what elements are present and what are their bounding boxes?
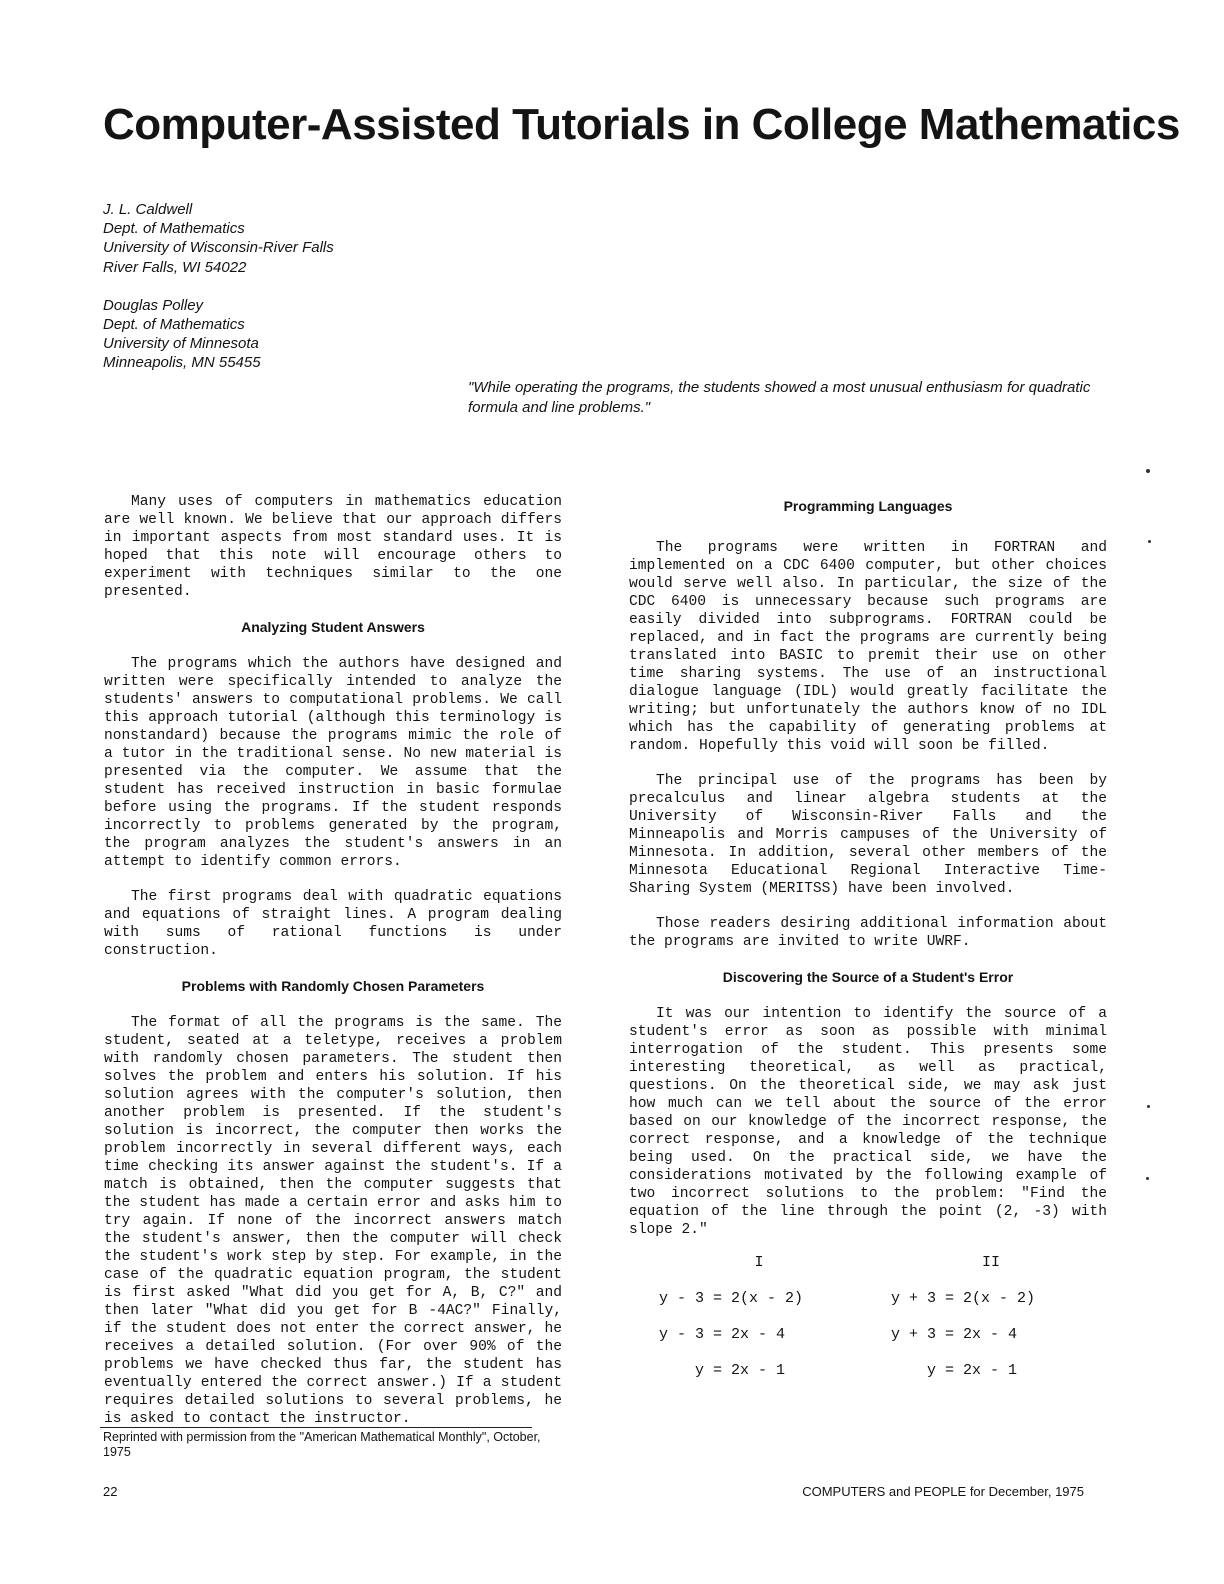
body-paragraph: The format of all the programs is the same. The student, seated at a teletype, receives a problem with randomly chosen parameters. The student then solves the problem and enters his solution. If his solution agrees with the computer's solution, then another problem is presented. If the student's solution is incorrect, the computer then works the problem incorrectly in several different ways, each time checking its answer against the student's. If a match is obtained, then the computer suggests that the student has made a certain error and asks him to try again. If none of the incorrect answers match the student's answer, then the computer will check the student's work step by step. For example, in the case of the quadratic equation program, the student is first asked "What did you get for A, B, C?" and then later "What did you get for B -4AC?" Finally, if the student does not enter the correct answer, he receives a detailed solution. (For over 90% of the problems we have checked thus far, the student has eventually entered the correct answer.) If a student requires detailed solutions to several problems, he is asked to contact the instructor. <box>104 1015 562 1427</box>
equation-line: y - 3 = 2x - 4 <box>659 1326 786 1343</box>
body-paragraph: The programs which the authors have designed and written were specifically intended to analyze the students' answers to computational problems. We call this approach tutorial (although this terminology is nonstandard) because the programs mimic the role of a tutor in the traditional sense. No new material is presented via the computer. We assume that the student has received instruction in basic formulae before using the programs. If the student responds incorrectly to problems generated by the program, the program analyzes the student's answers in an attempt to identify common errors. <box>104 656 562 870</box>
equation-line: y = 2x - 1 <box>891 1362 1018 1379</box>
scan-speck <box>1146 1177 1149 1180</box>
equation-column-header: I <box>754 1254 764 1271</box>
author-institution: University of Wisconsin-River Falls <box>103 239 334 257</box>
pull-quote: "While operating the programs, the students showed a most unusual enthusiasm for quadratic formula and line problems." <box>468 379 1091 416</box>
author-address: River Falls, WI 54022 <box>103 258 247 276</box>
scan-speck <box>1146 469 1150 473</box>
left-column <box>104 493 562 1428</box>
equation-line: y = 2x - 1 <box>659 1362 786 1379</box>
equation-column-i <box>659 1254 859 1398</box>
publication-footer: COMPUTERS and PEOPLE for December, 1975 <box>802 1484 1084 1499</box>
body-paragraph: The principal use of the programs has been by precalculus and linear algebra students at the University of Wisconsin-River Falls and the Minneapolis and Morris campuses of the University of Minnesota. In addition, several other members of the Minnesota Educational Regional Interactive Time-Sharing System (MERITSS) have been involved. <box>629 773 1107 897</box>
section-heading-random-parameters: Problems with Randomly Chosen Parameters <box>181 978 485 994</box>
section-heading-programming-languages: Programming Languages <box>783 498 953 514</box>
author-name: Douglas Polley <box>103 296 204 314</box>
equation-column-header: II <box>981 1254 1000 1271</box>
author-name: J. L. Caldwell <box>103 201 193 218</box>
body-paragraph: Those readers desiring additional information about the programs are invited to write UWRF. <box>629 916 1107 950</box>
author-polley <box>103 296 523 373</box>
intro-paragraph: Many uses of computers in mathematics education are well known. We believe that our approach differs in important aspects from most standard uses. It is hoped that this note will encourage others to experiment with techniques similar to the one presented. <box>104 494 562 600</box>
reprint-note: Reprinted with permission from the "American Mathematical Monthly", October, 1975 <box>103 1430 541 1459</box>
author-address: Minneapolis, MN 55455 <box>103 354 261 372</box>
article-title: Computer-Assisted Tutorials in College Mathematics <box>103 100 1180 149</box>
equation-line: y - 3 = 2(x - 2) <box>659 1290 804 1307</box>
equation-line: y + 3 = 2(x - 2) <box>891 1290 1036 1307</box>
page-number: 22 <box>103 1484 118 1499</box>
scan-speck <box>1147 1105 1150 1108</box>
equation-line: y + 3 = 2x - 4 <box>891 1326 1018 1343</box>
section-heading-analyzing: Analyzing Student Answers <box>241 619 425 635</box>
footnote-rule <box>100 1427 532 1428</box>
body-paragraph: It was our intention to identify the source of a student's error as soon as possible with minimal interrogation of the student. This presents some interesting theoretical, as well as practical, questions. On the theoretical side, we may ask just how much can we tell about the source of the error based on our knowledge of the incorrect response, the correct response, and a knowledge of the technique being used. On the practical side, we have the considerations motivated by the following example of two incorrect solutions to the problem: "Find the equation of the line through the point (2, -3) with slope 2." <box>629 1006 1107 1238</box>
body-paragraph: The first programs deal with quadratic equations and equations of straight lines. A program dealing with sums of rational functions is under construction. <box>104 889 562 959</box>
author-dept: Dept. of Mathematics <box>103 316 245 334</box>
body-paragraph: The programs were written in FORTRAN and implemented on a CDC 6400 computer, but other choices would serve well also. In particular, the size of the CDC 6400 is unnecessary because such programs are easily divided into subprograms. FORTRAN could be replaced, and in fact the programs are currently being translated into BASIC to premit their use on other time sharing systems. The use of an instructional dialogue language (IDL) would greatly facilitate the writing; but unfortunately the authors know of no IDL which has the capability of generating problems at random. Hopefully this void will soon be filled. <box>629 540 1107 754</box>
author-block <box>103 200 523 392</box>
author-dept: Dept. of Mathematics <box>103 220 245 238</box>
author-institution: University of Minnesota <box>103 335 259 353</box>
scan-speck <box>1148 540 1151 543</box>
section-heading-source-of-error: Discovering the Source of a Student's Error <box>722 969 1014 985</box>
author-caldwell <box>103 200 523 277</box>
right-column <box>629 493 1107 1239</box>
equation-column-ii <box>891 1254 1091 1398</box>
